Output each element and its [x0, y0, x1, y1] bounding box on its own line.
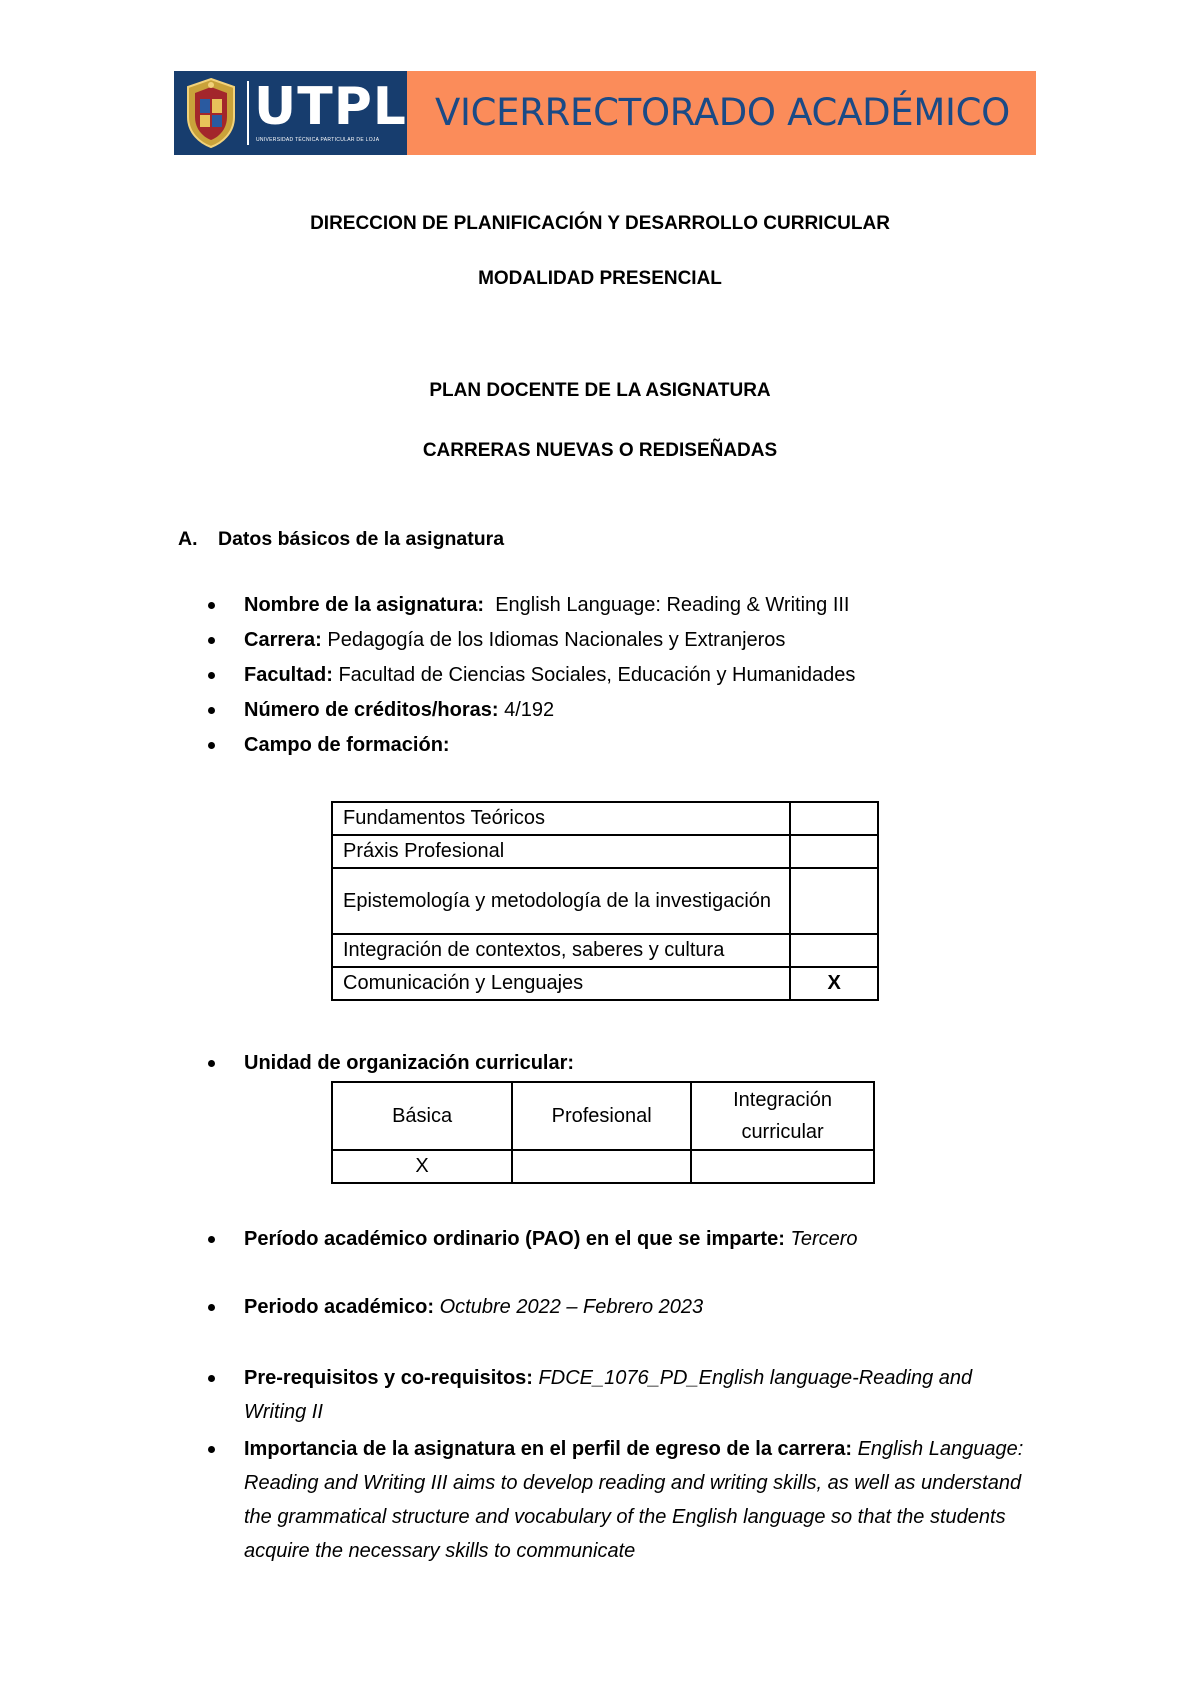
item-value: FDCE_1076_PD_English language-Reading and Writing II — [244, 1367, 973, 1423]
table-cell — [512, 1150, 691, 1183]
header-banner — [174, 71, 1036, 155]
heading-direccion: DIRECCION DE PLANIFICACIÓN Y DESARROLLO CURRICULAR — [310, 213, 890, 234]
table-header-cell: Integración curricular — [691, 1082, 874, 1150]
logo-wordmark: UTPL — [254, 77, 407, 137]
table-cell-mark — [790, 802, 878, 835]
logo-divider — [247, 81, 249, 145]
heading-carreras: CARRERAS NUEVAS O REDISEÑADAS — [422, 440, 778, 461]
table-cell-label: Epistemología y metodología de la investigación — [332, 868, 790, 934]
item-label: Período académico ordinario (PAO) en el que se imparte: — [244, 1228, 785, 1250]
section-title-text: Datos básicos de la asignatura — [218, 528, 505, 550]
table-cell-label: Práxis Profesional — [332, 835, 790, 868]
section-letter: A. — [178, 528, 198, 550]
table-cell — [691, 1150, 874, 1183]
table-header-cell: Básica — [332, 1082, 512, 1150]
bullet-icon — [208, 1446, 215, 1453]
table-row — [332, 967, 878, 1000]
bullet-icon — [208, 707, 215, 714]
bullet-icon — [208, 672, 215, 679]
item-value: 4/192 — [504, 699, 555, 721]
bullet-icon — [208, 1304, 215, 1311]
table-row — [332, 802, 878, 835]
item-label: Unidad de organización curricular: — [244, 1052, 575, 1074]
bullet-icon — [208, 1236, 215, 1243]
university-crest-icon — [182, 77, 240, 149]
heading-plan: PLAN DOCENTE DE LA ASIGNATURA — [429, 380, 771, 401]
table-row — [332, 1150, 874, 1183]
campo-formacion-table — [331, 801, 879, 1001]
table-cell: X — [332, 1150, 512, 1183]
table-row — [332, 868, 878, 934]
item-label: Carrera: — [244, 629, 322, 651]
item-value: Pedagogía de los Idiomas Nacionales y Extranjeros — [327, 629, 786, 651]
bullet-icon — [208, 742, 215, 749]
logo-subtitle: UNIVERSIDAD TÉCNICA PARTICULAR DE LOJA — [256, 137, 380, 143]
item-value: English Language: Reading and Writing III aims to develop reading and writing skills, as well as understand the grammatical structure and vocabulary of the English language so that the students acquire the necessary skills to communicate — [244, 1438, 1024, 1562]
table-cell-mark — [790, 868, 878, 934]
unidad-organizacion-table — [331, 1081, 875, 1184]
table-cell-label: Integración de contextos, saberes y cultura — [332, 934, 790, 967]
bullet-icon — [208, 1375, 215, 1382]
item-label: Pre-requisitos y co-requisitos: — [244, 1367, 533, 1389]
table-cell-mark: X — [790, 967, 878, 1000]
table-row — [332, 835, 878, 868]
table-cell-label: Comunicación y Lenguajes — [332, 967, 790, 1000]
item-label: Importancia de la asignatura en el perfil de egreso de la carrera: — [244, 1438, 853, 1460]
item-value: English Language: Reading & Writing III — [495, 594, 850, 616]
item-label: Nombre de la asignatura: — [244, 594, 485, 616]
table-header-row — [332, 1082, 874, 1150]
bullet-icon — [208, 1060, 215, 1067]
item-label: Facultad: — [244, 664, 333, 686]
section-a-title — [178, 528, 504, 551]
item-value: Tercero — [790, 1228, 858, 1250]
heading-modalidad: MODALIDAD PRESENCIAL — [478, 268, 722, 289]
banner-title: VICERRECTORADO ACADÉMICO — [435, 91, 1010, 134]
table-row — [332, 934, 878, 967]
item-label: Número de créditos/horas: — [244, 699, 499, 721]
bullet-icon — [208, 637, 215, 644]
item-value: Octubre 2022 – Febrero 2023 — [439, 1296, 704, 1318]
item-value: Facultad de Ciencias Sociales, Educación y Humanidades — [338, 664, 856, 686]
table-cell-mark — [790, 934, 878, 967]
item-label: Periodo académico: — [244, 1296, 435, 1318]
table-cell-mark — [790, 835, 878, 868]
table-header-cell: Profesional — [512, 1082, 691, 1150]
item-label: Campo de formación: — [244, 734, 450, 756]
banner-title-box — [407, 71, 1036, 155]
bullet-icon — [208, 602, 215, 609]
table-cell-label: Fundamentos Teóricos — [332, 802, 790, 835]
utpl-logo — [174, 71, 407, 155]
